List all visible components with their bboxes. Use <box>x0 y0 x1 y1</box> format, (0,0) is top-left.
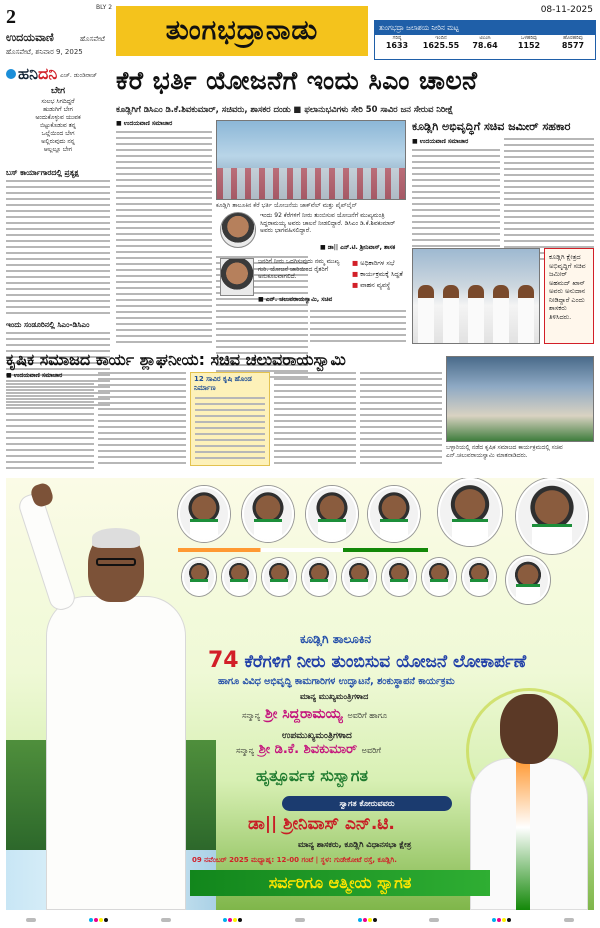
leader-photo <box>506 556 550 604</box>
poem-line: ಅಂದುಕೊಳ್ಳುವ ಯುವಕ <box>35 114 81 121</box>
dateline: ■ ಉದಯವಾಣಿ ಸಮಾಚಾರ <box>116 120 173 127</box>
paper-name: ಉದಯವಾಣಿ <box>6 32 54 44</box>
story3-headline: ಕೃಷಿಕ ಸಮಾಜದ ಕಾರ್ಯ ಶ್ಲಾಘನೀಯ: ಸಚಿವ ಚಲುವರಾಯಸ್ವಾಮಿ <box>6 350 346 369</box>
story-heading: ಇಂದು ಸಂಡೂರಿನಲ್ಲಿ ಸಿಎಂ-ಡಿಸಿಎಂ <box>6 320 90 329</box>
quote2-byline: ■ ಎನ್. ಚಲುವರಾಯಸ್ವಾಮಿ, ಸಚಿವ <box>258 296 333 303</box>
date-line: ಹೊಸಪೇಟೆ, ಶನಿವಾರ 9, 2025 <box>6 48 83 56</box>
side-note: ಕೂಡ್ಲಿಗಿ ಕ್ಷೇತ್ರದ ಅಭಿವೃದ್ಧಿಗೆ ಸಚಿವ ಜಮೀರ್ ಅಹಮದ್ ಖಾನ್ ಅವರು ಅನುದಾನ ನೀಡಿದ್ದಾರೆ ಎಂದು ಶಾಸಕರು ತಿಳಿಸಿದರು. <box>549 253 586 321</box>
leader-photo <box>422 558 456 596</box>
bullet-icon: ■ <box>352 259 359 267</box>
leader-photo <box>382 558 416 596</box>
dam-col: ಗರಿಷ್ಠ <box>392 35 402 41</box>
lead-headline: ಕೆರೆ ಭರ್ತಿ ಯೋಜನೆಗೆ ಇಂದು ಸಿಎಂ ಚಾಲನೆ <box>116 66 478 95</box>
leader-photo <box>182 558 216 596</box>
story3-column-4 <box>360 372 442 468</box>
chief-minister-figure <box>26 484 196 910</box>
masthead <box>0 0 600 62</box>
body-text <box>191 395 269 465</box>
photo-caption: ಕೂಡ್ಲಿಗಿ ತಾಲೂಕಿನ ಕೆರೆ ಭರ್ತಿ ಯೋಜನೆಯ ಜಾಕ್‌ವೆಲ್ ಮತ್ತು ಪೈಪ್‌ಲೈನ್ <box>216 202 358 209</box>
ad-welcomer-label: ಸ್ವಾಗತ ಕೋರುವವರು <box>282 796 452 811</box>
page-number: 2 <box>6 6 16 28</box>
story3-column-1 <box>6 372 94 473</box>
body-text <box>116 131 212 343</box>
column-author: ಎಚ್. ಡುಂಡಿರಾಜ್ <box>60 72 98 79</box>
ad-host-title: ಮಾನ್ಯ ಶಾಸಕರು, ಕೂಡ್ಲಿಗಿ ವಿಧಾನಸಭಾ ಕ್ಷೇತ್ರ <box>298 840 412 849</box>
section-title-banner: ತುಂಗಭದ್ರಾನಾಡು <box>116 6 368 56</box>
leader-photo <box>178 486 230 542</box>
bullet-icon: ■ <box>352 281 359 289</box>
highlight-title: 12 ಸಾವಿರ ಕೃಷಿ ಹೊಂಡ ನಿರ್ಮಾಣ <box>194 375 252 392</box>
dam-col: ಟಿಎಂಸಿ <box>479 35 491 41</box>
dam-value: 78.64 <box>472 41 498 50</box>
dam-col: ಹೊರಹರಿವು <box>563 35 583 41</box>
minister-photo <box>220 258 254 296</box>
body-text <box>6 383 94 469</box>
edition-code: BLY 2 <box>96 4 113 11</box>
story3-column-2 <box>98 372 186 468</box>
bullet-list <box>352 258 408 291</box>
story2-headline: ಕೂಡ್ಲಿಗಿ ಅಭಿವೃದ್ಧಿಗೆ ಸಚಿವ ಜಮೀರ್ ಸಹಕಾರ <box>412 120 571 133</box>
dam-level-table <box>374 5 596 60</box>
body-text <box>98 372 186 464</box>
body-text <box>360 372 442 464</box>
list-item: ■ ಅಧಿಕಾರಿಗಳ ಸಭೆ <box>352 259 395 267</box>
lead-column-1 <box>116 120 212 347</box>
print-registration-marks <box>0 912 600 928</box>
quote2-text: ಜನರಿಗೆ ನೀರು ಒದಗಿಸುವುದು ನಮ್ಮ ಮುಖ್ಯ ಗುರಿ. ಯೋಜನೆ ಜಾರಿಯಿಂದ ರೈತರಿಗೆ ಅನುಕೂಲವಾಗಲಿದೆ. <box>258 258 340 280</box>
poem-line: ಆಲ್ಲಲ್ಲೂ ಬೇಗ <box>43 146 73 153</box>
dam-date: 08-11-2025 <box>540 5 593 15</box>
ad-main-title: 74 ಕೆರೆಗಳಿಗೆ ನೀರು ತುಂಬಿಸುವ ಯೋಜನೆ ಲೋಕಾರ್ಪಣೆ <box>208 648 527 673</box>
leader-photo <box>222 558 256 596</box>
ad-host-name: ಡಾ|| ಶ್ರೀನಿವಾಸ್ ಎನ್.ಟಿ. <box>248 814 395 834</box>
column-brand <box>6 66 57 84</box>
quote-text: ಇಂದು 92 ಕೆರೆಗಳಿಗೆ ನೀರು ತುಂಬಿಸುವ ಯೋಜನೆಗೆ ಮುಖ್ಯಮಂತ್ರಿ ಸಿದ್ದರಾಮಯ್ಯ ಅವರು ಚಾಲನೆ ನೀಡಲಿದ್ದಾರೆ. ಡಿಸಿಎಂ ಡಿ.ಕೆ.ಶಿವಕುಮಾರ್ ಅವರು ಭಾಗವಹಿಸಲಿದ್ದಾರೆ. <box>260 212 396 234</box>
leaders-group-photo <box>412 248 540 344</box>
leader-photo <box>342 558 376 596</box>
ad-footer-banner: ಸರ್ವರಿಗೂ ಆತ್ಮೀಯ ಸ್ವಾಗತ <box>190 870 490 896</box>
ad-cm-name: ಸನ್ಮಾನ್ಯ ಶ್ರೀ ಸಿದ್ದರಾಮಯ್ಯ ಅವರಿಗೆ ಹಾಗೂ <box>242 706 388 722</box>
list-item: ■ ವಾಹನ ವ್ಯವಸ್ಥೆ <box>352 281 391 289</box>
leader-photo <box>302 558 336 596</box>
quote-byline: ■ ಡಾ|| ಎನ್.ಟಿ. ಶ್ರೀನಿವಾಸ್, ಶಾಸಕ <box>320 244 396 251</box>
brand-b: ದನಿ <box>37 66 58 83</box>
leader-photo <box>262 558 296 596</box>
photo-caption: ಬಳ್ಳಾರಿಯಲ್ಲಿ ನಡೆದ ಕೃಷಿಕ ಸಮಾಜದ ಕಾರ್ಯಕ್ರಮದಲ್ಲಿ ಸಚಿವ ಎನ್.ಚಲುವರಾಯಸ್ವಾಮಿ ಮಾತನಾಡಿದರು. <box>446 444 563 459</box>
leader-photo <box>368 486 420 542</box>
ad-welcome: ಹೃತ್ಪೂರ್ವಕ ಸುಸ್ವಾಗತ <box>256 766 368 785</box>
story2-column-2 <box>504 138 594 264</box>
poem-title: ಬೇಗ <box>51 86 65 96</box>
dam-value: 1633 <box>385 41 409 50</box>
brand-a: ಹನಿ <box>18 66 38 83</box>
story-heading: ಬಸ್ ಕಾರ್ಯಾಗಾರದಲ್ಲಿ ಪ್ರತ್ಯಕ್ಷ <box>6 168 79 177</box>
leader-photo <box>516 478 588 554</box>
body-text <box>274 372 356 464</box>
side-note-box <box>544 248 594 344</box>
ad-event-line: 09 ನವೆಂಬರ್ 2025 ಮಧ್ಯಾಹ್ನ: 12-00 ಗಂಟೆ | ಸ್ಥಳ: ಗುಡೇಕೋಟೆ ರಸ್ತೆ, ಕೂಡ್ಲಿಗಿ. <box>192 856 397 864</box>
body-text <box>504 138 594 260</box>
poem-line: ಬಿಟ್ಟುಕೊಡುವ ತನ್ನ <box>40 122 76 129</box>
lake-count: 74 <box>208 648 239 673</box>
dam-col: ಒಳಹರಿವು <box>520 35 538 41</box>
leader-photo <box>438 478 502 546</box>
highlight-box <box>190 372 270 466</box>
dam-value: 1152 <box>517 41 541 50</box>
lead-subhead: ಕೂಡ್ಲಿಗಿಗೆ ಡಿಸಿಎಂ ಡಿ.ಕೆ.ಶಿವಕುಮಾರ್, ಸಚಿವರು, ಶಾಸಕರ ದಂಡು ■ ಫಲಾನುಭವಿಗಳು ಸೇರಿ 50 ಸಾವಿರ ಜನ ಸೇರುವ ನಿರೀಕ್ಷೆ <box>116 104 454 114</box>
dam-table-title: ತುಂಗಭದ್ರಾ ಜಲಾಶಯ ನೀರಿನ ಮಟ್ಟ <box>375 21 595 35</box>
poem <box>6 98 110 154</box>
drop-icon <box>6 69 16 79</box>
paper-city: ಹೊಸಪೇಟೆ <box>80 35 105 43</box>
poem-line: ಅಲ್ಲಿರುವುದು ನನ್ನ <box>41 138 75 145</box>
leader-photo <box>306 486 358 542</box>
tricolor-strip <box>178 548 428 552</box>
dam-value: 8577 <box>561 41 585 50</box>
ad-line4: ಮಾನ್ಯ ಮುಖ್ಯಮಂತ್ರಿಗಳಾದ <box>300 692 369 701</box>
ad-line3: ಹಾಗೂ ವಿವಿಧ ಅಭಿವೃದ್ಧಿ ಕಾಮಗಾರಿಗಳ ಉದ್ಘಾಟನೆ, ಶಂಕುಸ್ಥಾಪನೆ ಕಾರ್ಯಕ್ರಮ <box>218 676 455 687</box>
poem-line: ಸುಲಭ ಸಿಗದಿದ್ದರೆ <box>41 98 75 105</box>
dam-table-values <box>375 41 595 50</box>
list-item: ■ ಕಾರ್ಯಕ್ರಮಕ್ಕೆ ಸಿದ್ಧತೆ <box>352 270 403 278</box>
dam-col: ಇಂದಿನ <box>435 35 447 41</box>
ad-line1: ಕೂಡ್ಲಿಗಿ ತಾಲೂಕಿನ <box>300 632 372 646</box>
leader-photo <box>242 486 294 542</box>
dateline: ■ ಉದಯವಾಣಿ ಸಮಾಚಾರ <box>6 372 63 379</box>
leader-photo <box>462 558 496 596</box>
poem-line: ಒಲ್ಲೆಯಿಂದ ಬೇಗ <box>41 130 75 137</box>
canal-photo <box>216 120 406 200</box>
body-text <box>310 310 406 342</box>
bullet-icon: ■ <box>352 270 359 278</box>
body-text <box>6 180 110 314</box>
poem-line: ಹುಡುಗಿಗೆ ಬೇಗ <box>43 106 73 113</box>
ad-line6: ಉಪಮುಖ್ಯಮಂತ್ರಿಗಳಾದ <box>282 731 352 741</box>
dam-value: 1625.55 <box>422 41 460 50</box>
dateline: ■ ಉದಯವಾಣಿ ಸಮಾಚಾರ <box>412 138 469 145</box>
story3-column-3 <box>274 372 356 468</box>
mla-photo <box>220 212 256 248</box>
krishik-samaj-photo <box>446 356 594 442</box>
lead-column-3 <box>310 310 406 346</box>
ad-dcm-name: ಸನ್ಮಾನ್ಯ ಶ್ರೀ ಡಿ.ಕೆ. ಶಿವಕುಮಾರ್ ಅವರಿಗೆ <box>236 742 381 757</box>
